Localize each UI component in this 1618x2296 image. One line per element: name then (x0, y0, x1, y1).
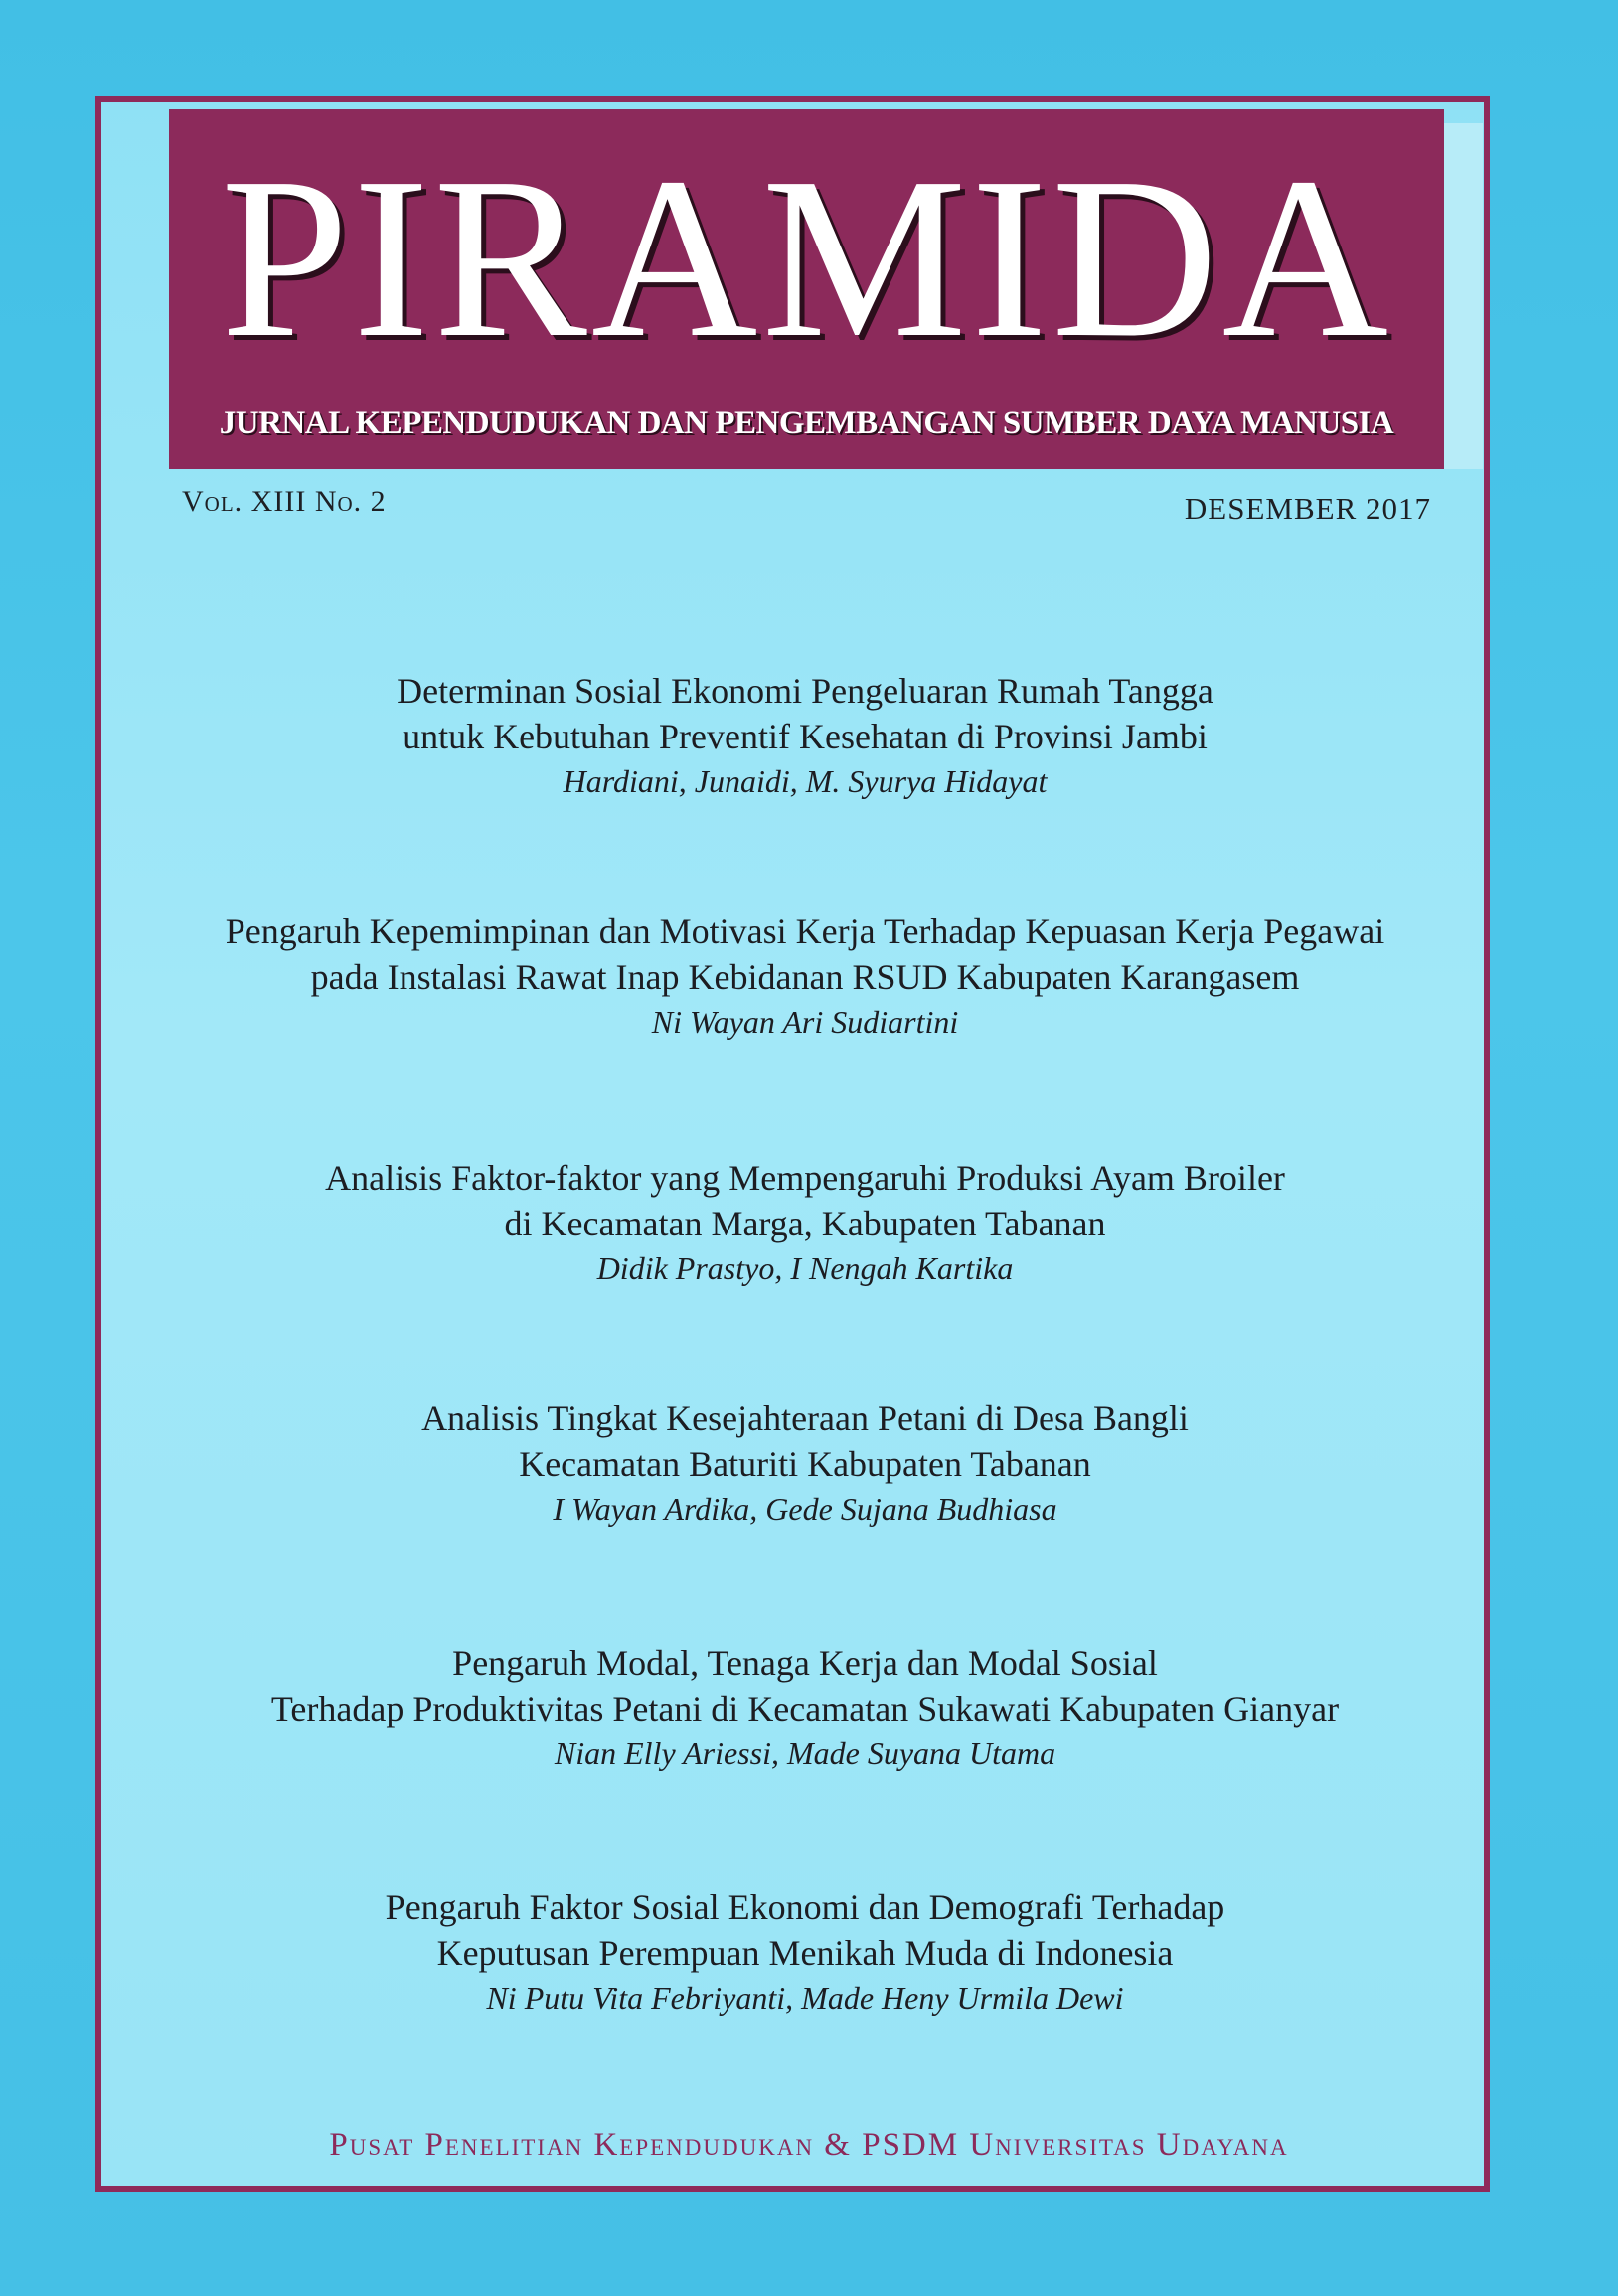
article-3 (149, 1155, 1461, 1290)
article-title-line: Terhadap Produktivitas Petani di Kecamatan Sukawati Kabupaten Gianyar (270, 1689, 1340, 1728)
article-authors: Didik Prastyo, I Nengah Kartika (596, 1250, 1014, 1286)
article-title-line: pada Instalasi Rawat Inap Kebidanan RSUD Kabupaten Karangasem (310, 957, 1300, 997)
issue-number: 2 (370, 485, 387, 518)
article-title-line: Analisis Faktor-faktor yang Mempengaruhi Produksi Ayam Broiler (325, 1158, 1285, 1198)
issue-prefix: No. (314, 485, 363, 518)
article-authors: Ni Wayan Ari Sudiartini (651, 1004, 959, 1040)
article-title-line: di Kecamatan Marga, Kabupaten Tabanan (504, 1204, 1106, 1243)
masthead-edge-strip (1443, 123, 1483, 469)
article-5 (149, 1640, 1461, 1775)
volume-prefix: Vol. (182, 485, 243, 518)
article-authors: Ni Putu Vita Febriyanti, Made Heny Urmila Dewi (486, 1980, 1124, 2016)
article-authors: Hardiani, Junaidi, M. Syurya Hidayat (563, 763, 1048, 799)
publisher-footer: Pusat Penelitian Kependudukan & PSDM Universitas Udayana (329, 2127, 1289, 2163)
article-title-line: Keputusan Perempuan Menikah Muda di Indonesia (436, 1933, 1174, 1973)
volume-number: XIII (250, 485, 307, 518)
article-title-line: Analisis Tingkat Kesejahteraan Petani di Desa Bangli (421, 1398, 1189, 1438)
article-authors: Nian Elly Ariessi, Made Suyana Utama (554, 1735, 1056, 1771)
article-title-line: Pengaruh Faktor Sosial Ekonomi dan Demografi Terhadap (385, 1887, 1225, 1927)
article-title-line: Kecamatan Baturiti Kabupaten Tabanan (519, 1444, 1091, 1484)
article-title-line: Pengaruh Modal, Tenaga Kerja dan Modal Sosial (452, 1643, 1158, 1683)
article-1 (149, 668, 1461, 803)
volume-issue (182, 485, 387, 519)
journal-subtitle: JURNAL KEPENDUDUKAN DAN PENGEMBANGAN SUMBER DAYA MANUSIA (219, 406, 1394, 441)
article-title-line: untuk Kebutuhan Preventif Kesehatan di Provinsi Jambi (403, 717, 1208, 756)
article-4 (149, 1395, 1461, 1531)
article-title-line: Pengaruh Kepemimpinan dan Motivasi Kerja Terhadap Kepuasan Kerja Pegawai (225, 911, 1385, 951)
article-6 (149, 1885, 1461, 2020)
masthead (169, 109, 1444, 469)
journal-title: PIRAMIDA (220, 130, 1393, 386)
article-title-line: Determinan Sosial Ekonomi Pengeluaran Rumah Tangga (397, 671, 1214, 711)
article-authors: I Wayan Ardika, Gede Sujana Budhiasa (553, 1491, 1057, 1527)
issue-date: DESEMBER 2017 (1184, 491, 1431, 526)
article-2 (149, 908, 1461, 1044)
